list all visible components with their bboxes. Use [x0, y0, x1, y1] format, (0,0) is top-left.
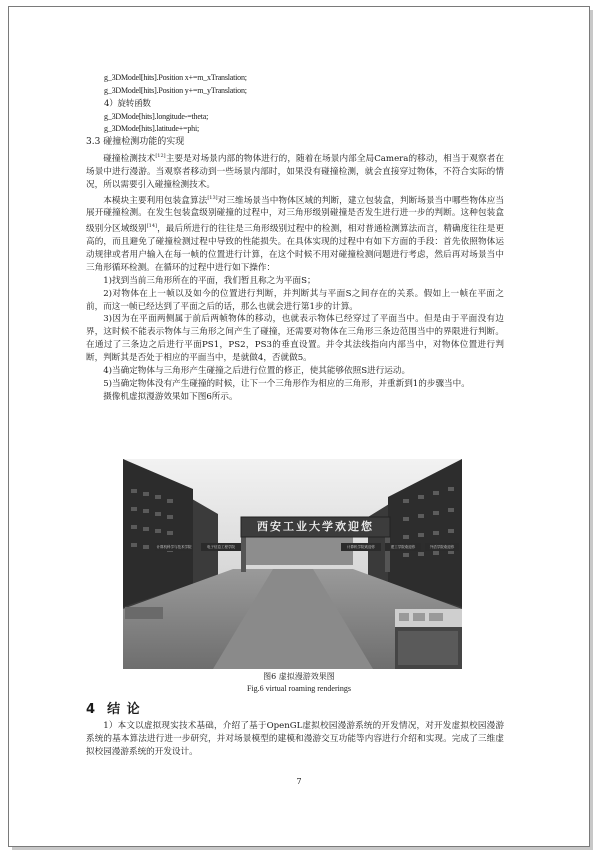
- paragraph: [86, 192, 504, 275]
- page-shadow-bottom: [12, 847, 593, 850]
- text-run: 对三维场景当中物体区域的判断，建立包装盒，判断场景当中哪些物体应当展开碰撞检测。在发生包装盒级别碰撞的过程中，对三角形级别碰撞是否发生进行进一步的判断。这种包装盒级别分区域级别: [86, 195, 504, 235]
- figure-sign: 建工学院欢迎你: [390, 545, 416, 549]
- step-3: 3)因为在平面两侧属于前后两帧物体的移动，也就表示物体已经穿过了平面当中。但是由于平面没有边界，这时候不能表示物体与三角形之间产生了碰撞，还需要对物体在三角形三条边范围当中的界限进行判断。在通过了三条边之后进行平面PS1，PS2，PS3的垂直设置。并令其法线指向内部当中，对物体位置进行判断，判断其是否处于相应的平面当中，是就做4，否就做5。: [86, 314, 504, 364]
- figure-caption-en: Fig.6 virtual roaming renderings: [247, 684, 351, 693]
- paragraph: [86, 150, 504, 192]
- conclusion-body: [86, 720, 504, 759]
- section-number: 4: [86, 702, 97, 717]
- figure-sign: 计算机科学与技术学院: [156, 545, 192, 549]
- conclusion-paragraph: 1）本文以虚拟现实技术基础，介绍了基于OpenGL虚拟校园漫游系统的开发情况，对开发虚拟校园漫游系统的基本算法进行进一步研究，并对场景模型的建模和漫游交互功能等内容进行介绍和实现。完成了三维虚拟校园漫游系统的开发设计。: [86, 721, 504, 757]
- step-2: 2)对物体在上一帧以及如今的位置进行判断，并判断其与平面S之间存在的关系。假如上一帧在平面之前，而这一帧已经达到了平面之后的话，那么也就会进行第1步的计算。: [86, 288, 504, 312]
- citation: [14]: [146, 223, 157, 230]
- section-title: 碰撞检测功能的实现: [103, 137, 185, 147]
- text-run: ，最后所进行的往往是三角形级别过程中的检测，相对普通检测算法而言，精确度往往是更高的，而且避免了碰撞检测过程中导致的性能损失。在具体实现的过程中有如下方面的手段：首先依照物体运动规律或者用户输入在每一帧的位置进行计算，在这个时候不用对碰撞检测问题进行考虑，然后再对场景当中三角形循环检测。在循环的过程中进行如下操作：: [86, 224, 504, 273]
- figure-sign: 电子信息工程学院: [207, 545, 235, 549]
- code-line: g_3DMode[hits].longitude-=theta;: [104, 112, 209, 121]
- section-body: [86, 150, 504, 404]
- section-number: 3.3: [86, 137, 101, 147]
- text-run: 主要是对场景内部的物体进行的，随着在场景内部全局Camera的移动，相当于观察者在场景中进行漫游。当观察者移动到一些场景内部时，如果没有碰撞检测，就会直接穿过物体，不符合实际的情况，所以需要引入碰撞检测技术。: [86, 153, 504, 190]
- figure-banner-text: 西安工业大学欢迎您: [257, 520, 374, 533]
- section-heading-4: [86, 702, 141, 718]
- text-run: 本模块主要利用包装盒算法: [103, 195, 208, 206]
- text-run: 碰撞检测技术: [103, 153, 156, 164]
- figure-caption-cn: 图6 虚拟漫游效果图: [263, 672, 335, 681]
- code-line: g_3DModel[hits].Position y+=m_yTranslation;: [104, 86, 247, 95]
- page-number: 7: [296, 777, 302, 786]
- step-4: 4)当确定物体与三角形产生碰撞之后进行位置的修正，使其能够依照S进行运动。: [103, 366, 411, 377]
- code-line: g_3DMode[hits].latitude+=phi;: [104, 124, 199, 133]
- figure-sign: 外语学院欢迎你: [429, 545, 455, 549]
- citation: [12]: [155, 153, 166, 159]
- section-heading-3-3: [86, 136, 184, 148]
- section-title: 结 论: [107, 702, 141, 717]
- step-5: 5)当确定物体没有产生碰撞的时候，让下一个三角形作为相应的三角形，并重新到1的步骤当中。: [103, 378, 470, 389]
- campus-scene-image: [123, 459, 462, 669]
- figure-virtual-roaming: [123, 459, 462, 669]
- code-line: 4）旋转函数: [104, 99, 151, 109]
- figure-sign: 计算机学院欢迎你: [347, 545, 375, 549]
- citation: [13]: [207, 194, 218, 201]
- step-1: 1)找到当前三角形所在的平面，我们暂且称之为平面S；: [103, 275, 316, 286]
- figure-intro: 摄像机虚拟漫游效果如下图6所示。: [103, 391, 238, 402]
- code-line: g_3DModel[hits].Position x+=m_xTranslation;: [104, 73, 247, 82]
- page-shadow-right: [590, 10, 593, 850]
